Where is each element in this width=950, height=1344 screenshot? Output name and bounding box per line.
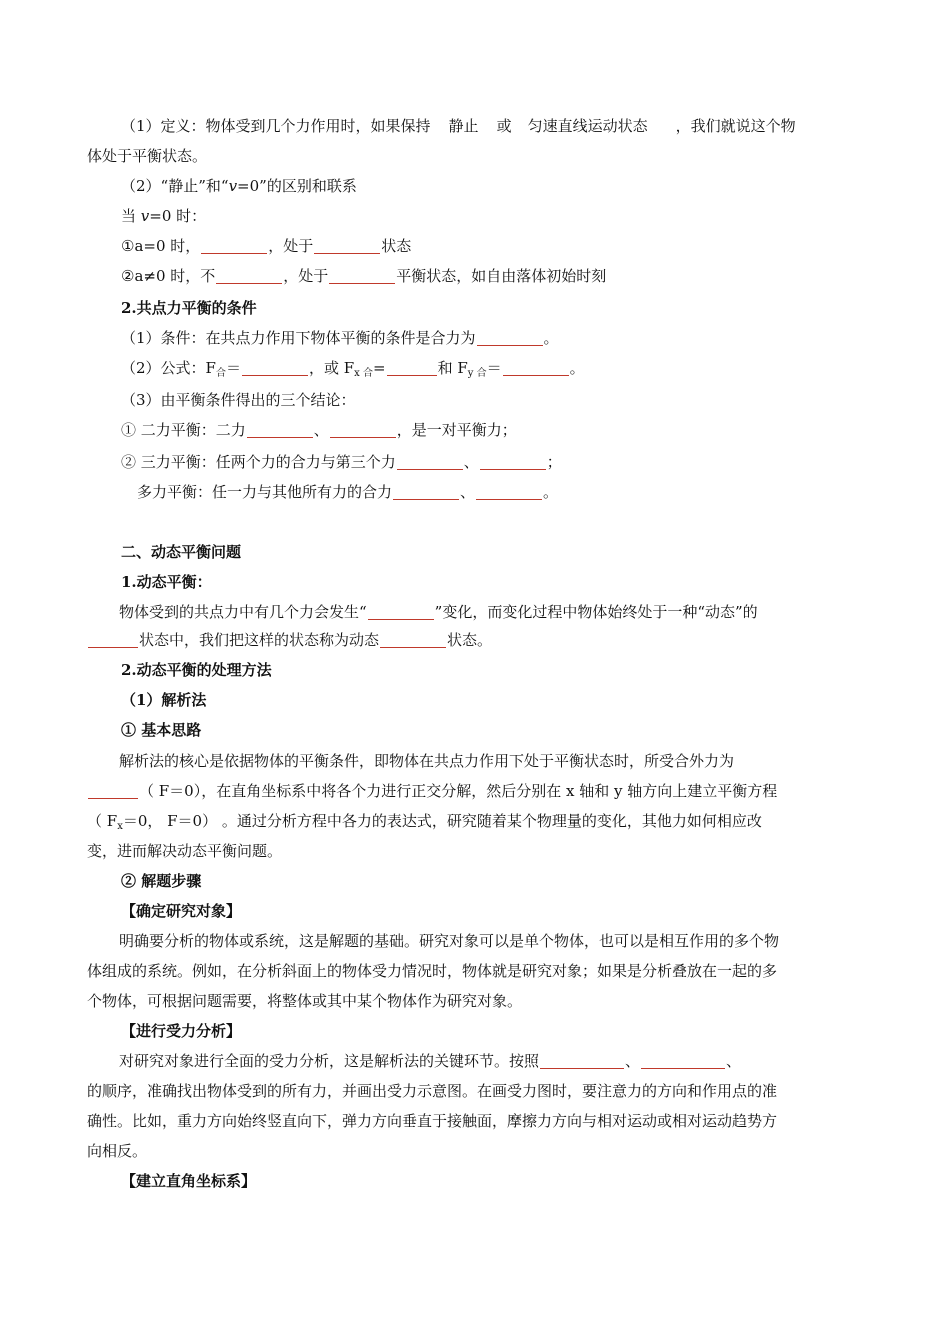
blank-field[interactable]: [393, 484, 459, 500]
dynamic-title: 1.动态平衡：: [121, 573, 212, 591]
core-line-2: （ F＝0），在直角坐标系中将各个力进行正交分解，然后分别在 x 轴和 y 轴方向上建立平衡方程: [87, 781, 863, 801]
definition-static: 静止: [448, 117, 479, 135]
blank-field[interactable]: [330, 422, 396, 438]
step2-line-4: 向相反。: [87, 1142, 148, 1160]
multi-force-balance: 多力平衡：任一力与其他所有力的合力 、 。: [137, 483, 559, 501]
static-vs-zero-title: （2）“静止”和“v=0”的区别和联系: [121, 177, 357, 195]
heading-dynamic-equilibrium: 二、动态平衡问题: [121, 543, 242, 561]
blank-field[interactable]: [641, 1053, 725, 1069]
blank-field[interactable]: [397, 454, 463, 470]
definition-line-1: （1）定义：物体受到几个力作用时，如果保持 静止 或 匀速直线运动状态 ，我们就说这个物: [121, 117, 796, 135]
blank-field[interactable]: [477, 330, 543, 346]
blank-field[interactable]: [503, 360, 569, 376]
core-line-3: （ $F_x=0$， F＝0） 。通过分析方程中各力的表达式，研究随着某个物理量的变化，其他力如何相应改: [87, 812, 762, 832]
blank-field[interactable]: [201, 238, 267, 254]
blank-field[interactable]: [247, 422, 313, 438]
blank-field[interactable]: [242, 360, 308, 376]
three-force-balance: ② 三力平衡：任两个力的合力与第三个力 、 ；: [121, 453, 562, 471]
two-force-balance: ① 二力平衡：二力 、 ，是一对平衡力；: [121, 421, 517, 439]
step2-line-1: 对研究对象进行全面的受力分析，这是解析法的关键环节。按照 、 、: [119, 1052, 742, 1070]
step-determine-object: 【确定研究对象】: [121, 902, 242, 920]
basic-idea-title: ① 基本思路: [121, 721, 202, 739]
case-a-nonzero: ②a≠0 时，不 ，处于 平衡状态，如自由落体初始时刻: [121, 267, 607, 285]
when-v-zero: 当 v=0 时：: [121, 207, 207, 225]
analytic-method-title: （1）解析法: [121, 691, 207, 709]
blank-field[interactable]: [329, 268, 395, 284]
core-line-4: 变，进而解决动态平衡问题。: [87, 842, 283, 860]
step-force-analysis: 【进行受力分析】: [121, 1022, 242, 1040]
step2-line-2: 的顺序，准确找出物体受到的所有力，并画出受力示意图。在画受力图时，要注意力的方向和作用点的准: [87, 1082, 778, 1100]
method-title: 2.动态平衡的处理方法: [121, 661, 272, 679]
step1-line-2: 体组成的系统。例如，在分析斜面上的物体受力情况时，物体就是研究对象；如果是分析叠放在一起的多: [87, 962, 778, 980]
case-a-zero: ①a=0 时， ，处于 状态: [121, 237, 412, 255]
definition-uniform-motion: 匀速直线运动状态: [527, 117, 648, 135]
definition-line-2: 体处于平衡状态。: [87, 147, 208, 165]
section-title-equilibrium-condition: 2.共点力平衡的条件: [121, 299, 257, 317]
step1-line-3: 个物体，可根据问题需要，将整体或其中某个物体作为研究对象。: [87, 992, 523, 1010]
dynamic-line-2: 状态中，我们把这样的状态称为动态 状态。: [87, 630, 863, 650]
core-line-1: 解析法的核心是依据物体的平衡条件，即物体在共点力作用下处于平衡状态时，所受合外力为: [119, 752, 735, 770]
formula-line: （2）公式：$F_合=$ ，或 $F_{x 合}=$ 和 $F_{y 合}=$ 。: [121, 359, 585, 379]
blank-field[interactable]: [387, 360, 437, 376]
blank-field[interactable]: [88, 632, 138, 648]
dynamic-line-1: 物体受到的共点力中有几个力会发生“ ”变化，而变化过程中物体始终处于一种“动态”的: [119, 603, 758, 621]
blank-field[interactable]: [216, 268, 282, 284]
blank-field[interactable]: [380, 632, 446, 648]
three-conclusions: （3）由平衡条件得出的三个结论：: [121, 391, 356, 409]
blank-field[interactable]: [480, 454, 546, 470]
blank-field[interactable]: [88, 783, 138, 799]
blank-field[interactable]: [476, 484, 542, 500]
step1-line-1: 明确要分析的物体或系统，这是解题的基础。研究对象可以是单个物体，也可以是相互作用的多个物: [119, 932, 780, 950]
step-build-coordinate: 【建立直角坐标系】: [121, 1172, 257, 1190]
blank-field[interactable]: [314, 238, 380, 254]
blank-field[interactable]: [368, 604, 434, 620]
condition-line: （1）条件：在共点力作用下物体平衡的条件是合力为 。: [121, 329, 559, 347]
blank-field[interactable]: [540, 1053, 624, 1069]
solution-steps-title: ② 解题步骤: [121, 872, 202, 890]
step2-line-3: 确性。比如，重力方向始终竖直向下，弹力方向垂直于接触面，摩擦力方向与相对运动或相对运动趋势方: [87, 1112, 778, 1130]
